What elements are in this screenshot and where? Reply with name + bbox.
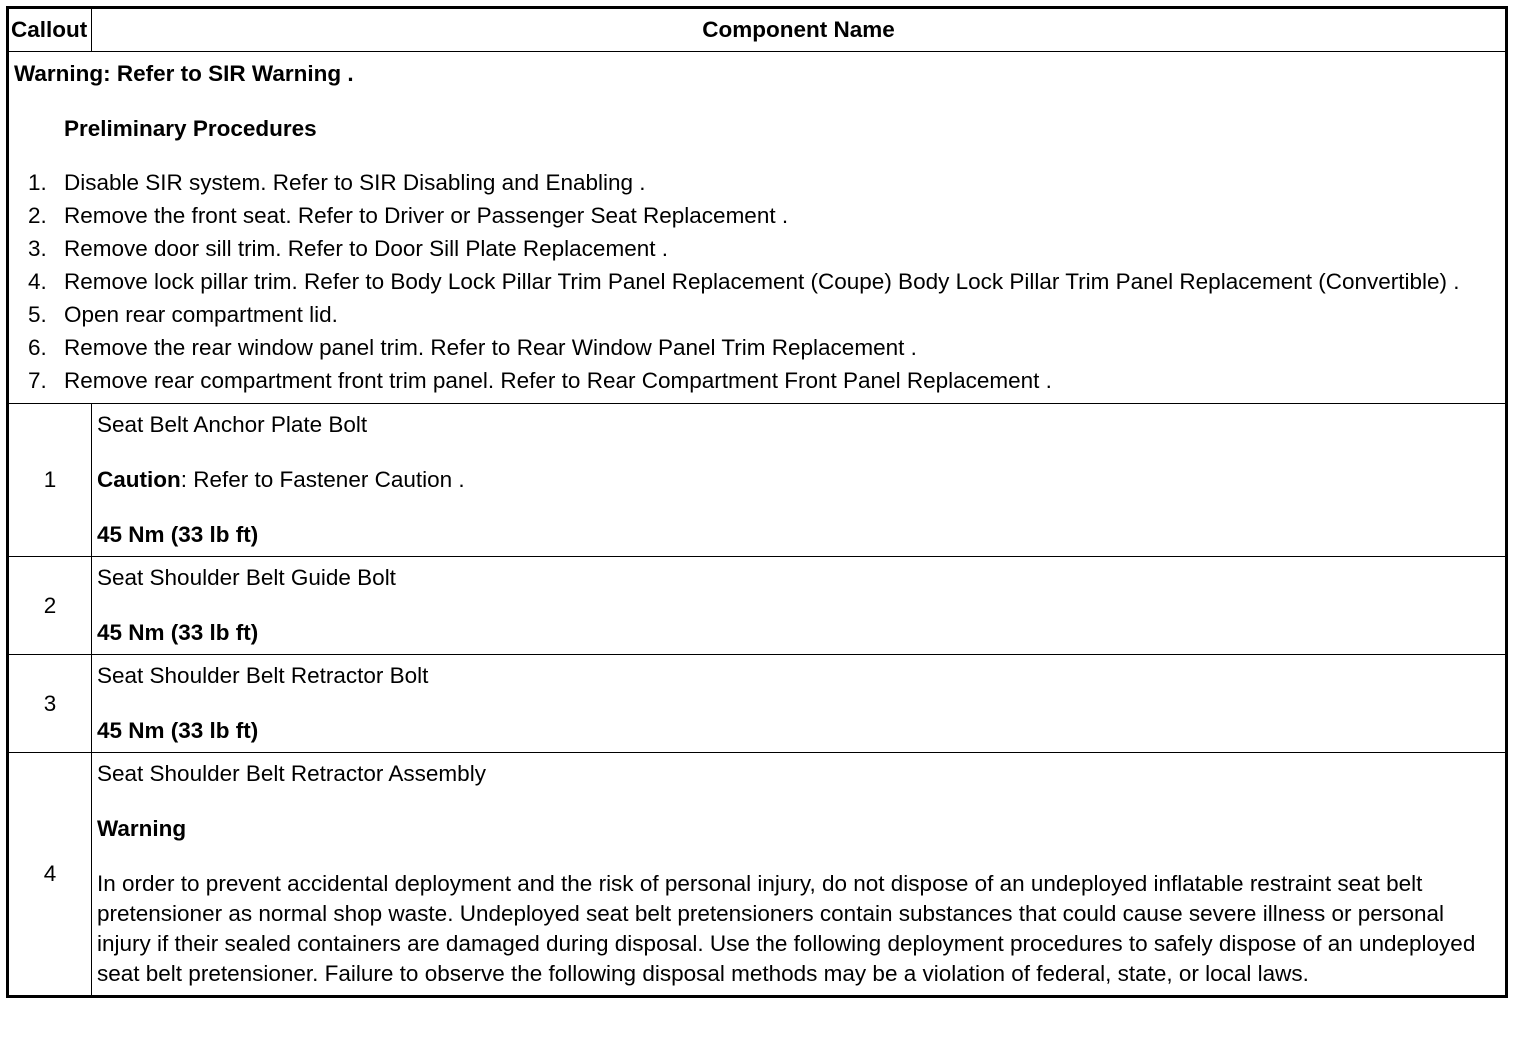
component-name: Seat Belt Anchor Plate Bolt: [97, 412, 368, 437]
step-item: [14, 333, 1500, 363]
callout-cell: 2: [8, 557, 92, 655]
step-item: [14, 234, 1500, 264]
table-row: [8, 557, 1507, 655]
callout-cell: 4: [8, 753, 92, 997]
component-cell: [92, 655, 1507, 753]
table-row: [8, 753, 1507, 997]
component-table: [6, 6, 1508, 998]
step-number: 1.: [28, 170, 47, 195]
step-text: Remove the rear window panel trim. Refer to Rear Window Panel Trim Replacement .: [64, 335, 917, 360]
step-text: Remove lock pillar trim. Refer to Body Lock Pillar Trim Panel Replacement (Coupe) Body Lock Pillar Trim Panel Replacement (Convertible) .: [64, 269, 1460, 294]
torque-spec: 45 Nm (33 lb ft): [97, 522, 259, 547]
step-number: 6.: [28, 335, 47, 360]
torque-spec: 45 Nm (33 lb ft): [97, 718, 259, 743]
caution-text: : Refer to Fastener Caution .: [180, 467, 465, 492]
step-text: Remove the front seat. Refer to Driver or Passenger Seat Replacement .: [64, 203, 789, 228]
component-name: Seat Shoulder Belt Retractor Assembly: [97, 761, 486, 786]
preliminary-cell: [8, 52, 1507, 404]
step-item: [14, 201, 1500, 231]
step-text: Remove rear compartment front trim panel. Refer to Rear Compartment Front Panel Replacement .: [64, 368, 1052, 393]
step-number: 4.: [28, 269, 47, 294]
warning-text: In order to prevent accidental deployment and the risk of personal injury, do not dispose of an undeployed inflatable restraint seat belt pretensioner as normal shop waste. Undeployed seat belt pretensioners contain substances that could cause severe illness or personal injury if their sealed containers are damaged during disposal. Use the following deployment procedures to safely dispose of an undeployed seat belt pretensioner. Failure to observe the following disposal methods may be a violation of federal, state, or local laws.: [97, 871, 1476, 986]
component-cell: [92, 557, 1507, 655]
step-text: Open rear compartment lid.: [64, 302, 338, 327]
step-number: 3.: [28, 236, 47, 261]
step-number: 2.: [28, 203, 47, 228]
preliminary-row: [8, 52, 1507, 404]
caution-label: Caution: [97, 467, 181, 492]
step-item: [14, 366, 1500, 396]
table-row: [8, 655, 1507, 753]
step-number: 5.: [28, 302, 47, 327]
procedure-steps: [14, 168, 1500, 396]
sir-warning: Warning: Refer to SIR Warning .: [14, 61, 354, 86]
step-text: Remove door sill trim. Refer to Door Sill Plate Replacement .: [64, 236, 668, 261]
component-cell: [92, 753, 1507, 997]
component-cell: [92, 404, 1507, 557]
caution-note: [97, 465, 1500, 495]
step-item: [14, 168, 1500, 198]
warning-label: Warning: [97, 816, 187, 841]
component-name-header: Component Name: [92, 8, 1507, 52]
step-text: Disable SIR system. Refer to SIR Disabling and Enabling .: [64, 170, 646, 195]
table-row: [8, 404, 1507, 557]
callout-header: Callout: [8, 8, 92, 52]
step-number: 7.: [28, 368, 47, 393]
step-item: [14, 267, 1500, 297]
preliminary-title: Preliminary Procedures: [64, 116, 317, 141]
component-name: Seat Shoulder Belt Guide Bolt: [97, 565, 396, 590]
component-name: Seat Shoulder Belt Retractor Bolt: [97, 663, 429, 688]
torque-spec: 45 Nm (33 lb ft): [97, 620, 259, 645]
callout-cell: 1: [8, 404, 92, 557]
step-item: [14, 300, 1500, 330]
header-row: [8, 8, 1507, 52]
callout-cell: 3: [8, 655, 92, 753]
